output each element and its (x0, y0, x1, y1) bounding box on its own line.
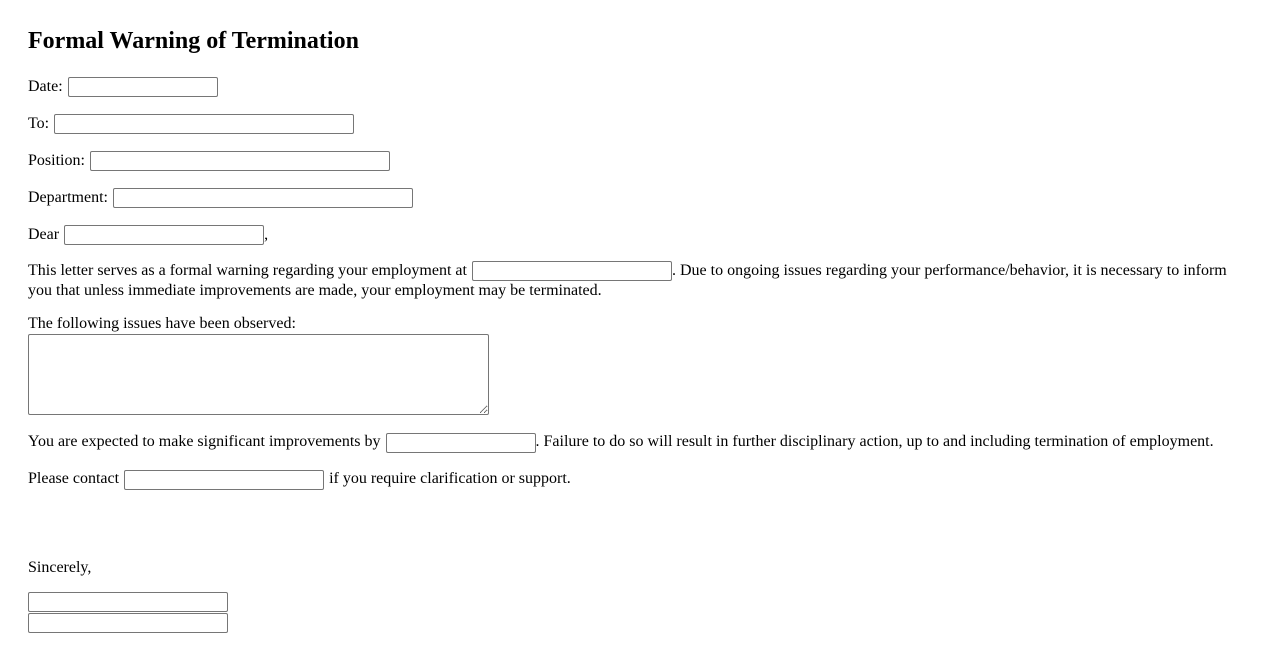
signer-title-input[interactable] (28, 613, 228, 633)
issues-label: The following issues have been observed: (28, 315, 296, 333)
department-row (28, 187, 1250, 209)
issues-textarea[interactable] (28, 334, 489, 415)
improvement-date-input[interactable] (386, 433, 536, 453)
salutation-row (28, 224, 1250, 246)
improvement-text-before: You are expected to make significant improvements by (28, 433, 381, 451)
sincerely-text: Sincerely, (28, 559, 92, 577)
dear-label: Dear (28, 226, 60, 243)
salutation-comma: , (264, 226, 269, 243)
recipient-name-input[interactable] (64, 225, 264, 245)
department-label: Department: (28, 189, 108, 206)
to-input[interactable] (54, 114, 354, 134)
to-row (28, 113, 1250, 135)
intro-text-after: . Due to ongoing issues regarding your performance/behavior, it is necessary to inform you that unless immediate improvements are made, your employment may be terminated. (28, 262, 1227, 300)
contact-row (28, 468, 1250, 490)
position-input[interactable] (90, 151, 390, 171)
department-input[interactable] (113, 188, 413, 208)
position-label: Position: (28, 152, 85, 169)
date-label: Date: (28, 78, 63, 95)
contact-text-after: if you require clarification or support. (329, 470, 571, 488)
improvement-text-after: . Failure to do so will result in further disciplinary action, up to and including termination of employment. (535, 433, 1214, 451)
signature-block (28, 592, 1250, 633)
date-row (28, 76, 1250, 98)
date-input[interactable] (68, 77, 218, 97)
position-row (28, 150, 1250, 172)
contact-text-before: Please contact (28, 470, 120, 488)
page-title: Formal Warning of Termination (28, 28, 359, 54)
intro-paragraph (28, 261, 1238, 301)
improvement-row (28, 431, 1250, 453)
contact-input[interactable] (124, 470, 324, 490)
to-label: To: (28, 115, 50, 132)
signer-name-input[interactable] (28, 592, 228, 612)
company-input[interactable] (472, 261, 672, 281)
intro-text-before: This letter serves as a formal warning regarding your employment at (28, 262, 467, 279)
